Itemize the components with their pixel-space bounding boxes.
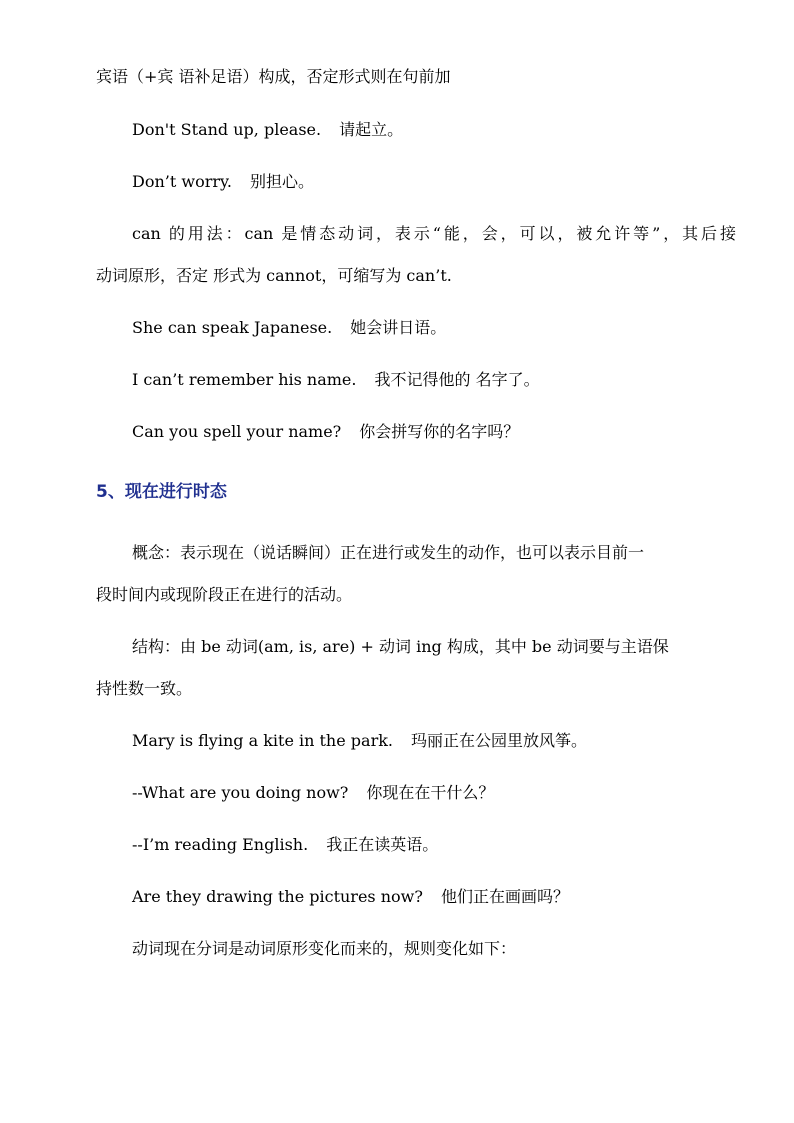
example-chinese: 他们正在画画吗？ [440, 887, 569, 906]
example-sentence-1 [132, 120, 403, 140]
example-sentence-5 [132, 422, 519, 442]
paragraph-imperative-tail: 宾语（+宾 语补足语）构成，否定形式则在句前加 [96, 67, 451, 86]
example-english: Are they drawing the pictures now? [132, 887, 423, 906]
paragraph-participle-rules: 动词现在分词是动词原形变化而来的，规则变化如下： [132, 939, 517, 958]
example-chinese: 你会拼写你的名字吗？ [359, 422, 520, 441]
example-chinese: 请起立。 [339, 120, 404, 139]
example-english: --What are you doing now? [132, 783, 349, 802]
example-sentence-8 [132, 835, 438, 855]
example-sentence-3 [132, 318, 446, 338]
example-sentence-9 [132, 887, 569, 907]
example-english: She can speak Japanese. [132, 318, 333, 337]
paragraph-structure-line-1: 结构：由 be 动词(am, is, are) + 动词 ing 构成，其中 be 动词要与主语保 [132, 637, 669, 656]
paragraph-concept-line-2: 段时间内或现阶段正在进行的活动。 [96, 585, 353, 604]
example-chinese: 玛丽正在公园里放风筝。 [411, 731, 588, 750]
example-sentence-6 [132, 731, 587, 751]
example-english: Don't Stand up, please. [132, 120, 322, 139]
example-chinese: 我不记得他的 名字了。 [374, 370, 540, 389]
paragraph-can-usage-line-1: can 的用法：can 是情态动词，表示“能，会，可以，被允许等”，其后接 [132, 224, 736, 243]
example-english: --I’m reading English. [132, 835, 309, 854]
example-chinese: 她会讲日语。 [350, 318, 447, 337]
example-english: I can’t remember his name. [132, 370, 357, 389]
example-chinese: 别担心。 [250, 172, 315, 191]
example-sentence-2 [132, 172, 314, 192]
paragraph-can-usage-line-2: 动词原形，否定 形式为 cannot，可缩写为 can’t. [96, 266, 452, 285]
example-sentence-4 [132, 370, 540, 390]
example-english: Can you spell your name? [132, 422, 342, 441]
paragraph-structure-line-2: 持性数一致。 [96, 679, 193, 698]
example-chinese: 我正在读英语。 [326, 835, 439, 854]
example-chinese: 你现在在干什么？ [366, 783, 495, 802]
paragraph-concept-line-1: 概念：表示现在（说话瞬间）正在进行或发生的动作，也可以表示目前一 [132, 543, 645, 562]
example-english: Don’t worry. [132, 172, 232, 191]
example-english: Mary is flying a kite in the park. [132, 731, 393, 750]
section-heading: 5、现在进行时态 [96, 482, 227, 502]
example-sentence-7 [132, 783, 494, 803]
